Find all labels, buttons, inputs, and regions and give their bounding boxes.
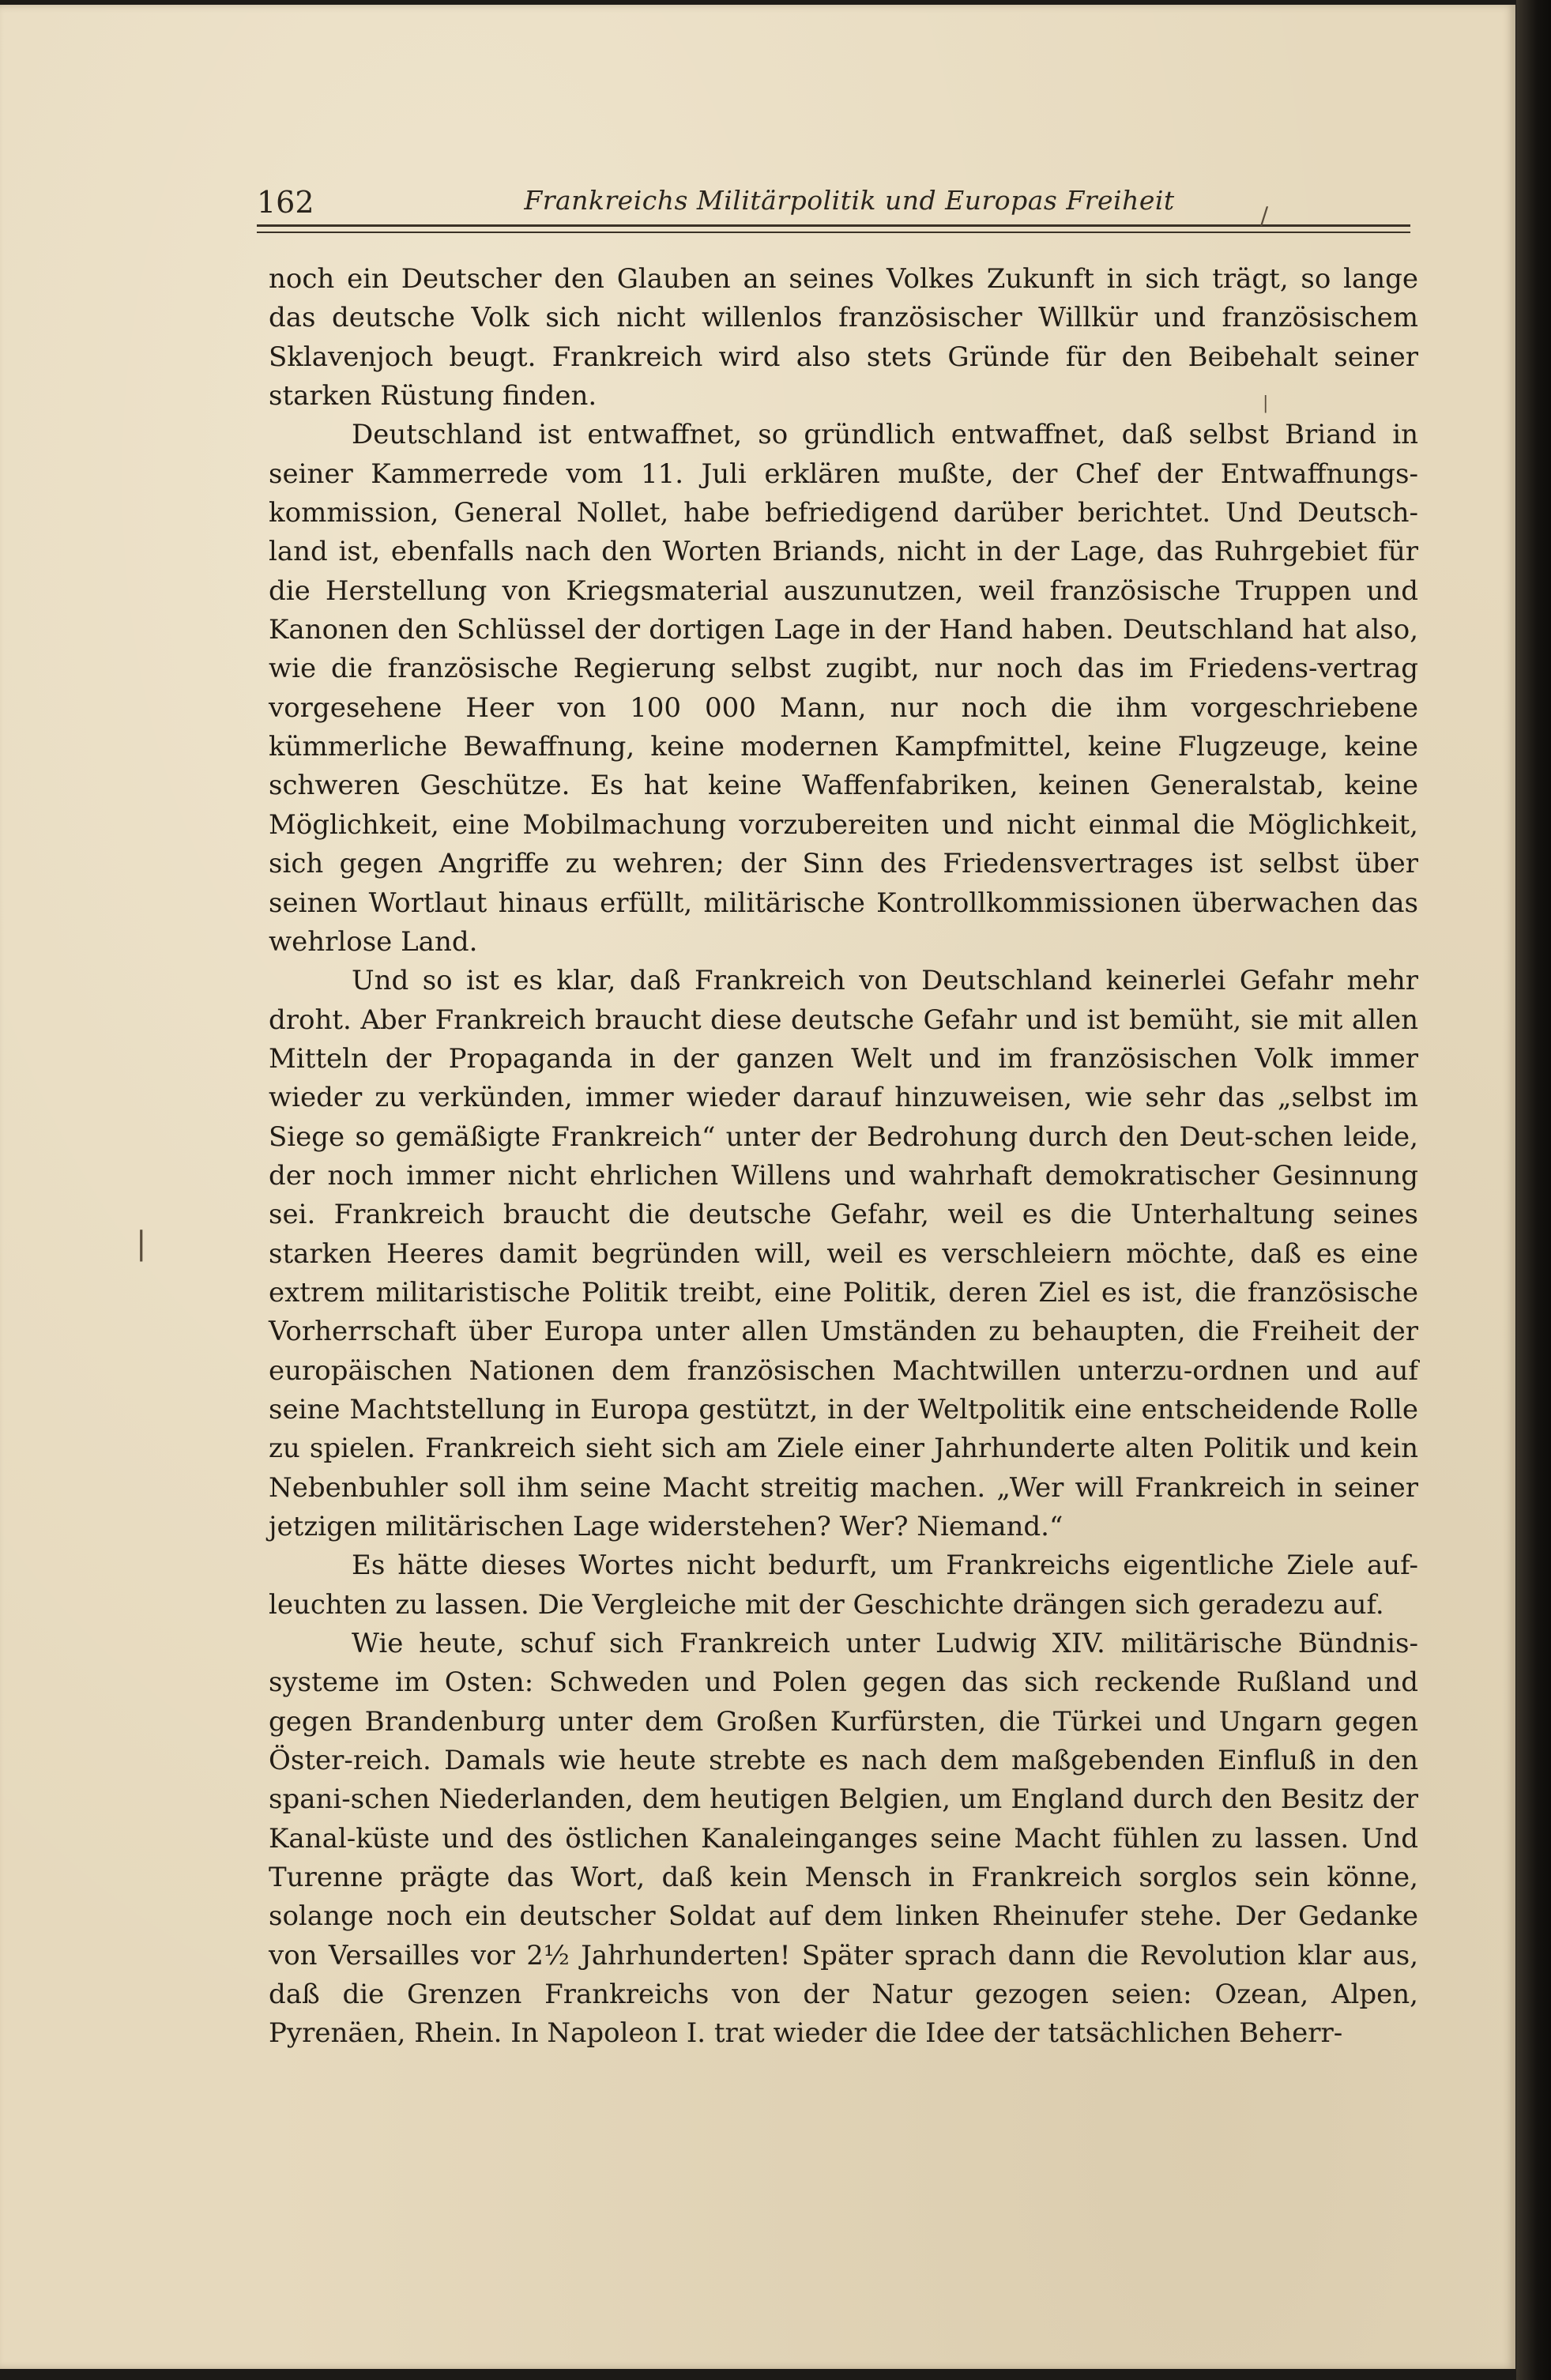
page-header [257, 182, 1418, 229]
scan-dark-edge [1516, 0, 1551, 2380]
book-page [0, 5, 1515, 2369]
header-rule-thin [257, 232, 1410, 233]
pencil-mark-tick: | [1263, 394, 1269, 413]
header-rule-thick [257, 224, 1410, 227]
paragraph-3: Und so ist es klar, daß Frankreich von Deutschland keinerlei Gefahr mehr droht. Aber Frankreich braucht diese deutsche Gefahr und ist bemüht, sie mit allen Mitteln der Propaganda in der ganzen Welt und im französischen Volk immer wieder zu verkünden, immer wieder darauf hinzuweisen, wie sehr das „selbst im Siege so gemäßigte Frankreich“ unter der Bedrohung durch den Deut-schen leide, der noch immer nicht ehrlichen Willens und wahrhaft demokratischer Gesinnung sei. Frankreich braucht die deutsche Gefahr, weil es die Unterhaltung seines starken Heeres damit begründen will, weil es verschleiern möchte, daß es eine extrem militaristische Politik treibt, eine Politik, deren Ziel es ist, die französische Vorherrschaft über Europa unter allen Umständen zu behaupten, die Freiheit der europäischen Nationen dem französischen Machtwillen unterzu-ordnen und auf seine Machtstellung in Europa gestützt, in der Weltpolitik eine entscheidende Rolle zu spielen. Frankreich sieht sich am Ziele einer Jahrhunderte alten Politik und kein Nebenbuhler soll ihm seine Macht streitig machen. „Wer will Frankreich in seiner jetzigen militärischen Lage widerstehen? Wer? Niemand.“ [269, 965, 1418, 1542]
pencil-mark-slash: / [1260, 202, 1269, 230]
body-text [269, 260, 1418, 2054]
paragraph-2: Deutschland ist entwaffnet, so gründlich entwaffnet, daß selbst Briand in seiner Kammerrede vom 11. Juli erklären mußte, der Chef der Entwaffnungs-kommission, General Nollet, habe befriedigend darüber berichtet. Und Deutsch-land ist, ebenfalls nach den Worten Briands, nicht in der Lage, das Ruhrgebiet für die Herstellung von Kriegsmaterial auszunutzen, weil französische Truppen und Kanonen den Schlüssel der dortigen Lage in der Hand haben. Deutschland hat also, wie die französische Regierung selbst zugibt, nur noch das im Friedens-vertrag vorgesehene Heer von 100 000 Mann, nur noch die ihm vorgeschriebene kümmerliche Bewaffnung, keine modernen Kampfmittel, keine Flugzeuge, keine schweren Geschütze. Es hat keine Waffenfabriken, keinen Generalstab, keine Möglichkeit, eine Mobilmachung vorzubereiten und nicht einmal die Möglichkeit, sich gegen Angriffe zu wehren; der Sinn des Friedensvertrages ist selbst über seinen Wortlaut hinaus erfüllt, militärische Kontrollkommissionen überwachen das wehrlose Land. [269, 419, 1418, 958]
paragraph-1: noch ein Deutscher den Glauben an seines Volkes Zukunft in sich trägt, so lange das deutsche Volk sich nicht willenlos französischer Willkür und französischem Sklavenjoch beugt. Frankreich wird also stets Gründe für den Beibehalt seiner starken Rüstung finden. [269, 263, 1418, 412]
margin-pencil-mark: | [136, 1226, 147, 1262]
paragraph-5: Wie heute, schuf sich Frankreich unter Ludwig XIV. militärische Bündnis-systeme im Osten: Schweden und Polen gegen das sich reckende Rußland und gegen Brandenburg unter dem Großen Kurfürsten, die Türkei und Ungarn gegen Öster-reich. Damals wie heute strebte es nach dem maßgebenden Einfluß in den spani-schen Niederlanden, dem heutigen Belgien, um England durch den Besitz der Kanal-küste und des östlichen Kanaleinganges seine Macht fühlen zu lassen. Und Turenne prägte das Wort, daß kein Mensch in Frankreich sorglos sein könne, solange noch ein deutscher Soldat auf dem linken Rheinufer stehe. Der Gedanke von Versailles vor 2½ Jahrhunderten! Später sprach dann die Revolution klar aus, daß die Grenzen Frankreichs von der Natur gezogen seien: Ozean, Alpen, Pyrenäen, Rhein. In Napoleon I. trat wieder die Idee der tatsächlichen Beherr- [269, 1628, 1418, 2050]
paragraph-4: Es hätte dieses Wortes nicht bedurft, um Frankreichs eigentliche Ziele auf-leuchten zu lassen. Die Vergleiche mit der Geschichte drängen sich geradezu auf. [269, 1550, 1418, 1621]
page-number: 162 [257, 185, 314, 220]
running-title: Frankreichs Militärpolitik und Europas Freiheit [524, 185, 1175, 216]
